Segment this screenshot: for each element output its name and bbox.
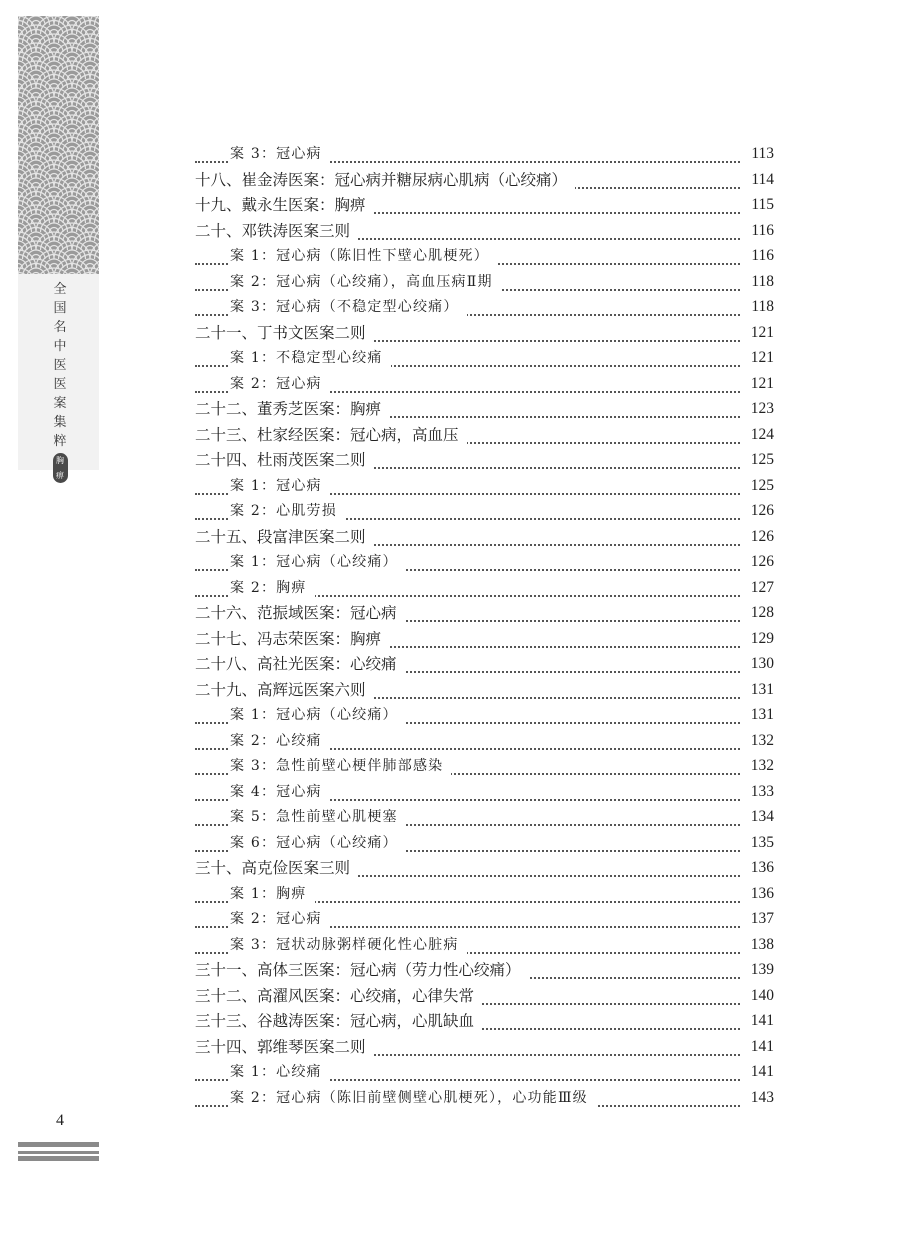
toc-entry[interactable] (0, 424, 900, 446)
toc-entry-page: 125 (740, 475, 774, 497)
toc-entry-page: 125 (740, 449, 774, 471)
toc-entry-title: 二十五、段富津医案二则 (195, 526, 374, 548)
toc-entry-title: 三十、高克俭医案三则 (195, 857, 358, 879)
toc-entry-page: 114 (740, 169, 774, 191)
toc-entry-title: 案 4：冠心病 (230, 781, 330, 803)
toc-entry-title: 三十二、高濯风医案：心绞痛，心律失常 (195, 985, 482, 1007)
toc-entry-title: 案 2：冠心病 (230, 908, 330, 930)
toc-entry-page: 131 (740, 679, 774, 701)
toc-entry-page: 123 (740, 398, 774, 420)
toc-entry-title: 案 3：急性前壁心梗伴肺部感染 (230, 755, 451, 777)
toc-entry-page: 130 (740, 653, 774, 675)
toc-entry-page: 141 (740, 1010, 774, 1032)
toc-entry-page: 131 (740, 704, 774, 726)
toc-entry-title: 案 1：胸痹 (230, 883, 315, 905)
toc-entry[interactable] (0, 398, 900, 420)
toc-entry-page: 115 (740, 194, 774, 216)
toc-entry[interactable] (0, 347, 900, 369)
toc-entry-page: 132 (740, 730, 774, 752)
toc-entry-page: 116 (740, 220, 774, 242)
toc-entry[interactable] (0, 704, 900, 726)
series-title-char: 粹 (53, 434, 67, 449)
toc-entry[interactable] (0, 628, 900, 650)
series-title-char: 医 (53, 377, 67, 392)
toc-entry[interactable] (0, 143, 900, 165)
toc-entry-page: 139 (740, 959, 774, 981)
toc-entry[interactable] (0, 1036, 900, 1058)
volume-badge: 胸痹 (53, 453, 68, 483)
toc-entry-page: 134 (740, 806, 774, 828)
toc-entry-title: 二十、邓铁涛医案三则 (195, 220, 358, 242)
toc-entry[interactable] (0, 220, 900, 242)
toc-entry[interactable] (0, 832, 900, 854)
toc-entry-title: 二十四、杜雨茂医案二则 (195, 449, 374, 471)
series-title-char: 中 (53, 339, 67, 354)
toc-entry[interactable] (0, 169, 900, 191)
toc-entry[interactable] (0, 602, 900, 624)
toc-entry[interactable] (0, 1087, 900, 1109)
page-number: 4 (56, 1112, 64, 1129)
toc-entry-page: 128 (740, 602, 774, 624)
toc-entry-page: 141 (740, 1061, 774, 1083)
toc-entry-title: 二十三、杜家经医案：冠心病，高血压 (195, 424, 467, 446)
toc-entry-page: 133 (740, 781, 774, 803)
toc-entry-page: 116 (740, 245, 774, 267)
toc-entry-title: 案 2：心肌劳损 (230, 500, 345, 522)
toc-entry-page: 121 (740, 347, 774, 369)
toc-entry-title: 案 1：冠心病（心绞痛） (230, 704, 406, 726)
toc-entry[interactable] (0, 322, 900, 344)
toc-entry[interactable] (0, 194, 900, 216)
toc-entry-page: 124 (740, 424, 774, 446)
toc-entry[interactable] (0, 296, 900, 318)
toc-entry[interactable] (0, 730, 900, 752)
toc-entry[interactable] (0, 959, 900, 981)
toc-entry-page: 141 (740, 1036, 774, 1058)
toc-entry-title: 案 2：冠心病（陈旧前壁侧壁心肌梗死），心功能Ⅲ级 (230, 1087, 596, 1109)
toc-entry-title: 案 1：冠心病（陈旧性下壁心肌梗死） (230, 245, 497, 267)
series-title-char: 医 (53, 358, 67, 373)
toc-entry[interactable] (0, 1010, 900, 1032)
toc-entry-title: 案 1：心绞痛 (230, 1061, 330, 1083)
toc-entry-title: 案 2：胸痹 (230, 577, 315, 599)
toc-entry-title: 二十七、冯志荣医案：胸痹 (195, 628, 389, 650)
toc-entry-page: 113 (740, 143, 774, 165)
toc-entry[interactable] (0, 908, 900, 930)
toc-entry[interactable] (0, 245, 900, 267)
toc-entry[interactable] (0, 883, 900, 905)
toc-entry-title: 二十一、丁书文医案二则 (195, 322, 374, 344)
toc-entry-page: 121 (740, 373, 774, 395)
toc-entry[interactable] (0, 781, 900, 803)
toc-entry[interactable] (0, 653, 900, 675)
series-title-char: 国 (53, 301, 67, 316)
toc-entry-page: 126 (740, 500, 774, 522)
toc-entry[interactable] (0, 475, 900, 497)
toc-entry-page: 121 (740, 322, 774, 344)
toc-entry-title: 案 1：不稳定型心绞痛 (230, 347, 391, 369)
toc-entry-title: 二十八、高社光医案：心绞痛 (195, 653, 405, 675)
toc-entry[interactable] (0, 857, 900, 879)
toc-entry-title: 十八、崔金涛医案：冠心病并糖尿病心肌病（心绞痛） (195, 169, 575, 191)
toc-entry-title: 案 3：冠心病 (230, 143, 330, 165)
toc-entry-title: 三十三、谷越涛医案：冠心病，心肌缺血 (195, 1010, 482, 1032)
toc-entry-page: 129 (740, 628, 774, 650)
toc-entry-title: 二十六、范振域医案：冠心病 (195, 602, 405, 624)
toc-entry-title: 十九、戴永生医案：胸痹 (195, 194, 374, 216)
toc-entry-title: 三十四、郭维琴医案二则 (195, 1036, 374, 1058)
toc-entry-title: 案 5：急性前壁心肌梗塞 (230, 806, 406, 828)
toc-entry[interactable] (0, 806, 900, 828)
toc-entry-page: 127 (740, 577, 774, 599)
toc-entry-page: 136 (740, 883, 774, 905)
series-title-char: 名 (53, 320, 67, 335)
toc-entry-page: 143 (740, 1087, 774, 1109)
toc-entry-page: 126 (740, 526, 774, 548)
toc-entry-page: 118 (740, 296, 774, 318)
toc-entry-title: 三十一、高体三医案：冠心病（劳力性心绞痛） (195, 959, 529, 981)
toc-entry-title: 案 1：冠心病 (230, 475, 330, 497)
toc-entry[interactable] (0, 449, 900, 471)
toc-entry-page: 136 (740, 857, 774, 879)
toc-entry[interactable] (0, 500, 900, 522)
toc-entry[interactable] (0, 577, 900, 599)
toc-entry-title: 案 3：冠状动脉粥样硬化性心脏病 (230, 934, 467, 956)
footer-decoration-bar (18, 1142, 99, 1162)
toc-entry-title: 二十二、董秀芝医案：胸痹 (195, 398, 389, 420)
toc-entry-title: 案 2：冠心病（心绞痛），高血压病Ⅱ期 (230, 271, 501, 293)
toc-entry-title: 二十九、高辉远医案六则 (195, 679, 374, 701)
toc-entry-page: 135 (740, 832, 774, 854)
toc-entry-page: 126 (740, 551, 774, 573)
toc-entry-page: 137 (740, 908, 774, 930)
series-title-char: 全 (53, 282, 67, 297)
toc-entry-page: 138 (740, 934, 774, 956)
toc-entry[interactable] (0, 271, 900, 293)
series-title-char: 集 (53, 415, 67, 430)
toc-entry-page: 140 (740, 985, 774, 1007)
toc-entry-title: 案 3：冠心病（不稳定型心绞痛） (230, 296, 467, 318)
toc-entry[interactable] (0, 373, 900, 395)
toc-entry[interactable] (0, 679, 900, 701)
series-title-char: 案 (53, 396, 67, 411)
toc-entry[interactable] (0, 551, 900, 573)
toc-entry-title: 案 1：冠心病（心绞痛） (230, 551, 406, 573)
toc-entry-title: 案 2：心绞痛 (230, 730, 330, 752)
toc-entry-page: 118 (740, 271, 774, 293)
toc-entry-title: 案 2：冠心病 (230, 373, 330, 395)
toc-entry[interactable] (0, 934, 900, 956)
toc-entry-title: 案 6：冠心病（心绞痛） (230, 832, 406, 854)
toc-entry[interactable] (0, 1061, 900, 1083)
toc-entry-page: 132 (740, 755, 774, 777)
toc-entry[interactable] (0, 755, 900, 777)
toc-entry[interactable] (0, 985, 900, 1007)
toc-entry[interactable] (0, 526, 900, 548)
